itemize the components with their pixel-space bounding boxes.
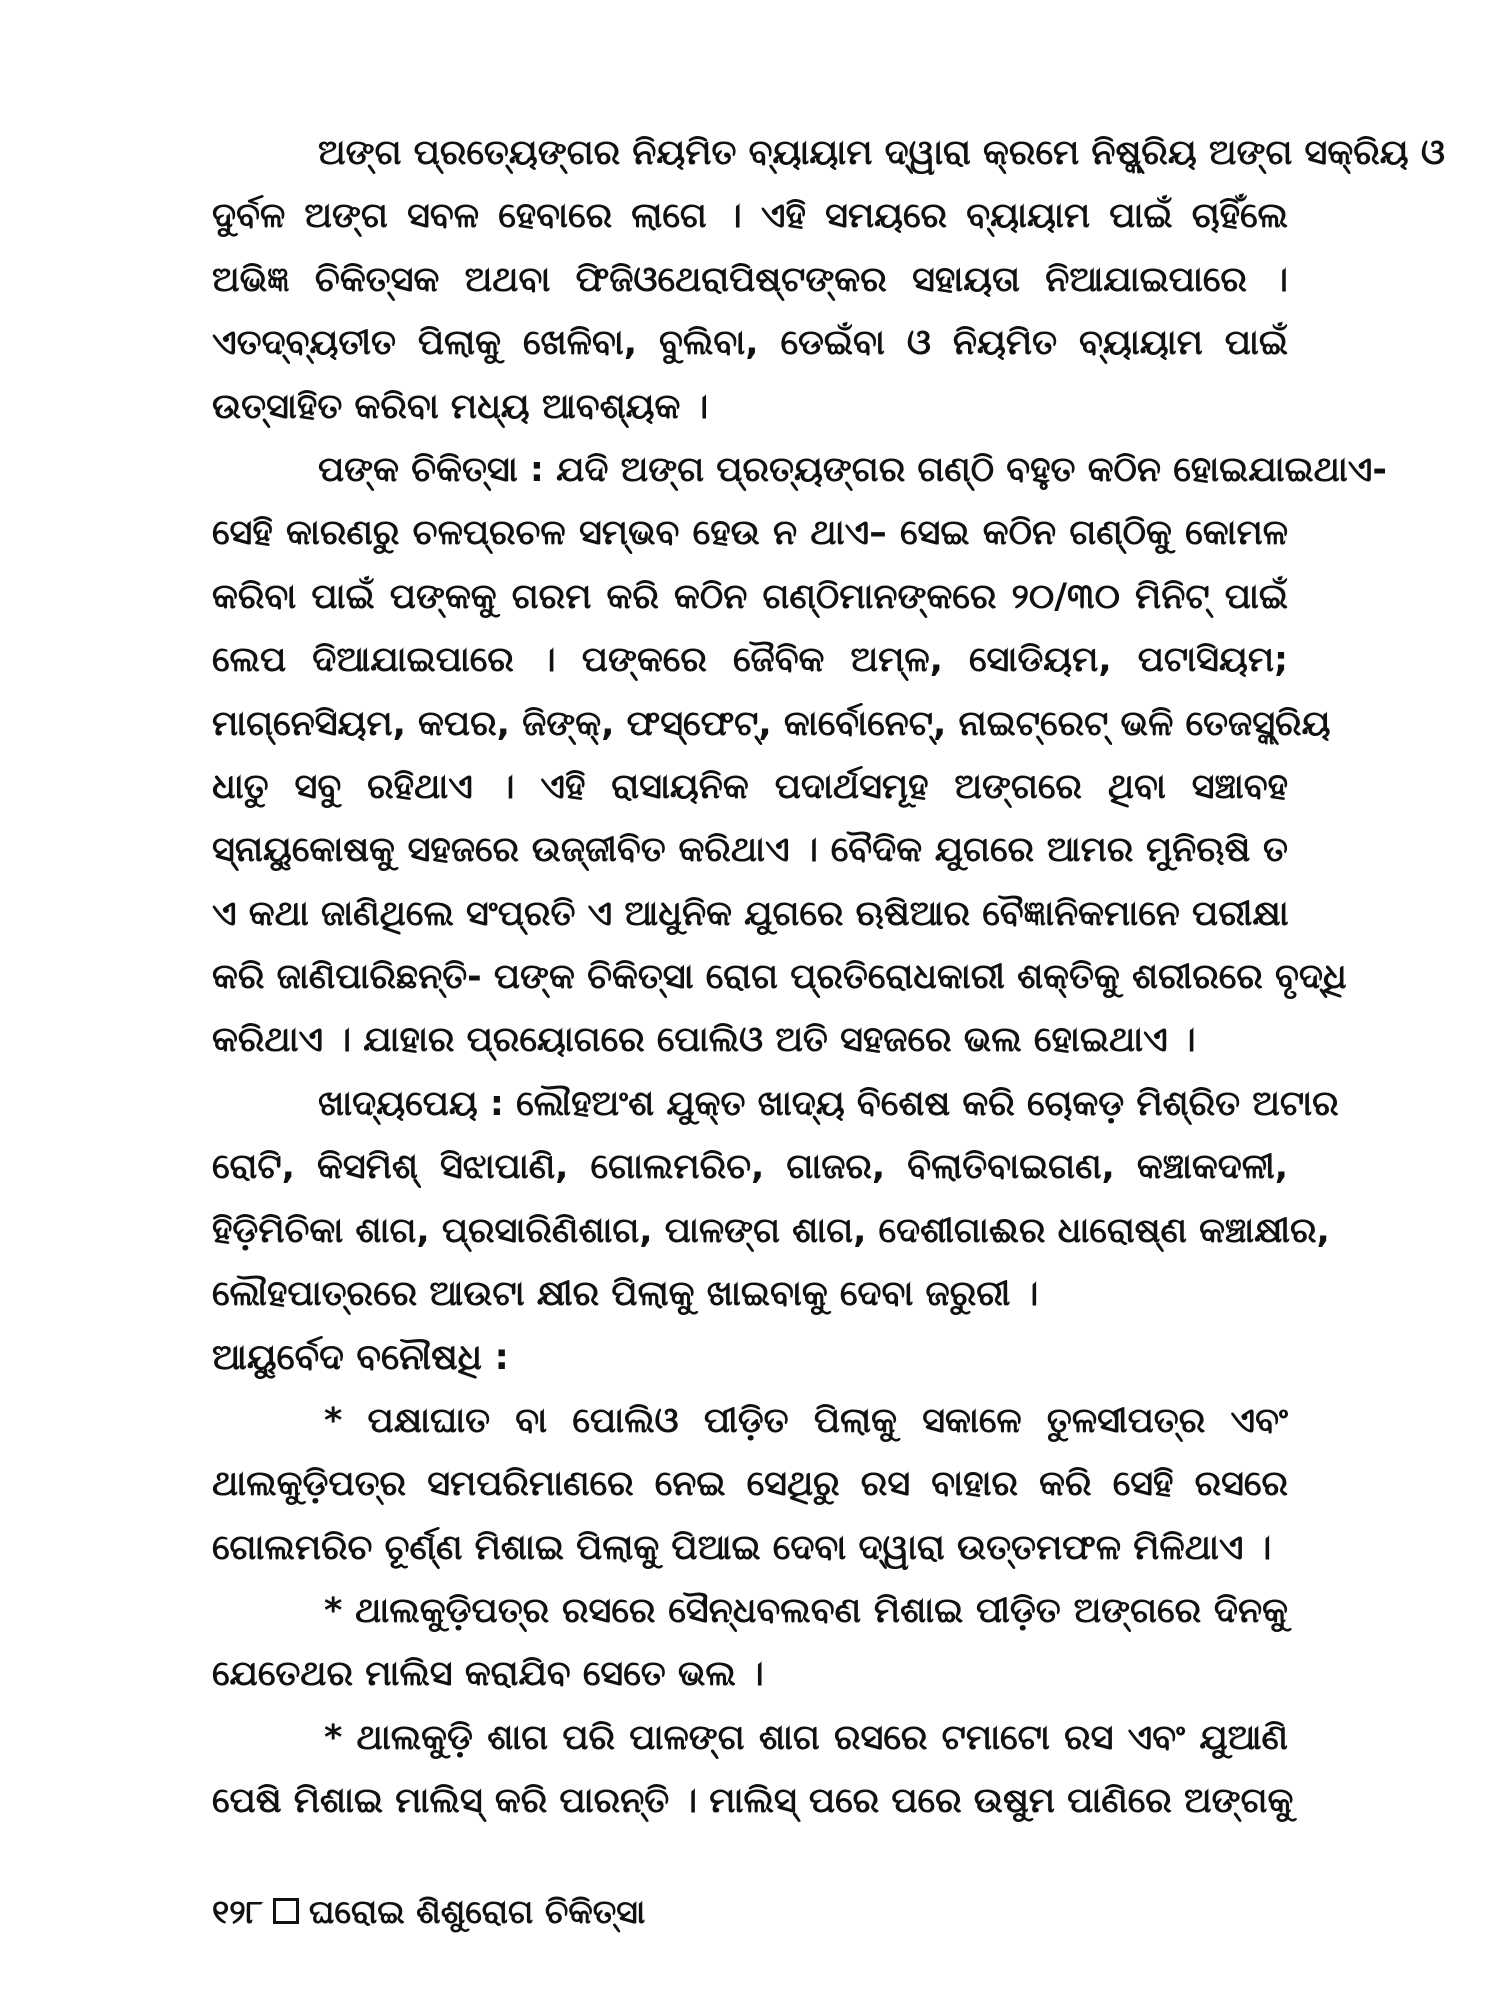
paragraph-line: ଲେପ ଦିଆଯାଇପାରେ । ପଙ୍କରେ ଜୈବିକ ଅମ୍ଳ, ସୋଡିୟମ, ପଟାସିୟମ; — [212, 640, 1288, 681]
paragraph-line: ଏତଦ୍‌ବ୍ୟତୀତ ପିଲାକୁ ଖେଳିବା, ବୁଲିବା, ଡେଇଁବା ଓ ନିୟମିତ ବ୍ୟାୟାମ ପାଇଁ — [212, 323, 1288, 364]
page-number: ୧୨୮ — [212, 1892, 263, 1931]
paragraph-line: ସେହି କାରଣରୁ ଚଳପ୍ରଚଳ ସମ୍ଭବ ହେଉ ନ ଥାଏ– ସେଇ କଠିନ ଗଣ୍ଠିକୁ କୋମଳ — [212, 513, 1288, 554]
page-footer — [212, 1892, 1288, 1932]
book-title: ଘରୋଇ ଶିଶୁରୋଗ ଚିକିତ୍ସା — [308, 1892, 646, 1931]
paragraph-line: ଅଙ୍ଗ ପ୍ରତ୍ୟେଙ୍ଗର ନିୟମିତ ବ୍ୟାୟାମ ଦ୍ୱାରା କ୍ରମେ ନିଷ୍କ୍ରିୟ ଅଙ୍ଗ ସକ୍ରିୟ ଓ — [318, 133, 1445, 173]
paragraph-line: ଲୌହପାତ୍ରରେ ଆଉଟା କ୍ଷୀର ପିଲାକୁ ଖାଇବାକୁ ଦେବା ଜରୁରୀ । — [212, 1274, 1039, 1315]
square-separator-icon — [273, 1898, 299, 1924]
paragraph-line: ଅଭିଜ୍ଞ ଚିକିତ୍ସକ ଅଥବା ଫିଜିଓଥେରାପିଷ୍ଟଙ୍କର ସହାୟତା ନିଆଯାଇପାରେ । — [212, 259, 1288, 300]
paragraph-line: ସ୍ନାୟୁକୋଷକୁ ସହଜରେ ଉଜ୍ଜୀବିତ କରିଥାଏ । ବୈଦିକ ଯୁଗରେ ଆମର ମୁନିଋଷି ତ — [212, 830, 1288, 871]
paragraph-line: ଧାତୁ ସବୁ ରହିଥାଏ । ଏହି ରାସାୟନିକ ପଦାର୍ଥସମୂହ ଅଙ୍ଗରେ ଥିବା ସଞ୍ଚାବହ — [212, 766, 1288, 807]
bullet-line: * ଥାଲକୁଡ଼ି ଶାଗ ପରି ପାଳଙ୍ଗ ଶାଗ ରସରେ ଟମାଟୋ ରସ ଏବଂ ଯୁଆଣି — [324, 1717, 1288, 1758]
body-text — [212, 122, 1445, 1834]
paragraph-line: କରିବା ପାଇଁ ପଙ୍କକୁ ଗରମ କରି କଠିନ ଗଣ୍ଠିମାନଙ୍କରେ ୨୦/୩୦ ମିନିଟ୍ ପାଇଁ — [212, 576, 1288, 617]
paragraph-line: ପେଷି ମିଶାଇ ମାଲିସ୍ କରି ପାରନ୍ତି । ମାଲିସ୍ ପରେ ପରେ ଉଷୁମ ପାଣିରେ ଅଙ୍ଗକୁ — [212, 1781, 1294, 1822]
paragraph-line: ଉତ୍ସାହିତ କରିବା ମଧ୍ୟ ଆବଶ୍ୟକ । — [212, 386, 709, 427]
bullet-line: * ପକ୍ଷାଘାତ ବା ପୋଲିଓ ପୀଡ଼ିତ ପିଲାକୁ ସକାଳେ ତୁଳସୀପତ୍ର ଏବଂ — [324, 1400, 1288, 1441]
mud-therapy-line: ପଙ୍କ ଚିକିତ୍ସା : ଯଦି ଅଙ୍ଗ ପ୍ରତ୍ୟଙ୍ଗର ଗଣ୍ଠି ବହୁତ କଠିନ ହୋଇଯାଇଥାଏ- — [318, 449, 1387, 490]
paragraph-line: ଯେତେଥର ମାଲିସ କରାଯିବ ସେତେ ଭଲ । — [212, 1654, 764, 1695]
paragraph-line: ହିଡ଼ିମିଚିକା ଶାଗ, ପ୍ରସାରିଣିଶାଗ, ପାଳଙ୍ଗ ଶାଗ, ଦେଶୀଗାଈର ଧାରୋଷ୍ଣ କଞ୍ଚାକ୍ଷୀର, — [212, 1210, 1330, 1251]
paragraph-line: ରୋଟି, କିସମିଶ୍ ସିଝାପାଣି, ଗୋଲମରିଚ, ଗାଜର, ବିଲାତିବାଇଗଣ, କଞ୍ଚାକଦଳୀ, — [212, 1147, 1288, 1188]
paragraph-line: କରି ଜାଣିପାରିଛନ୍ତି- ପଙ୍କ ଚିକିତ୍ସା ରୋଗ ପ୍ରତିରୋଧକାରୀ ଶକ୍ତିକୁ ଶରୀରରେ ବୃଦ୍ଧି — [212, 957, 1347, 998]
food-line: ଖାଦ୍ୟପେୟ : ଲୌହଅଂଶ ଯୁକ୍ତ ଖାଦ୍ୟ ବିଶେଷ କରି ଚୋକଡ଼ ମିଶ୍ରିତ ଅଟାର — [318, 1083, 1339, 1124]
paragraph-line: ଥାଲକୁଡ଼ିପତ୍ର ସମପରିମାଣରେ ନେଇ ସେଥିରୁ ରସ ବାହାର କରି ସେହି ରସରେ — [212, 1464, 1288, 1505]
section-heading: ଆୟୁର୍ବେଦ ବନୌଷଧି : — [212, 1337, 509, 1379]
paragraph-line: କରିଥାଏ । ଯାହାର ପ୍ରୟୋଗରେ ପୋଲିଓ ଅତି ସହଜରେ ଭଲ ହୋଇଥାଏ । — [212, 1020, 1196, 1061]
bullet-line: * ଥାଲକୁଡ଼ିପତ୍ର ରସରେ ସୈନ୍ଧବଲବଣ ମିଶାଇ ପୀଡ଼ିତ ଅଙ୍ଗରେ ଦିନକୁ — [324, 1590, 1288, 1631]
paragraph-line: ମାଗ୍ନେସିୟମ, କପର, ଜିଙ୍କ୍, ଫସ୍‌ଫେଟ୍, କାର୍ବୋନେଟ୍, ନାଇଟ୍ରେଟ୍ ଭଳି ତେଜସ୍କ୍ରିୟ — [212, 703, 1331, 744]
paragraph-line: ଏ କଥା ଜାଣିଥିଲେ ସଂପ୍ରତି ଏ ଆଧୁନିକ ଯୁଗରେ ଋଷିଆର ବୈଜ୍ଞାନିକମାନେ ପରୀକ୍ଷା — [212, 893, 1289, 934]
paragraph-line: ଗୋଲମରିଚ ଚୂର୍ଣ୍ଣ ମିଶାଇ ପିଲାକୁ ପିଆଇ ଦେବା ଦ୍ୱାରା ଉତ୍ତମଫଳ ମିଳିଥାଏ । — [212, 1527, 1272, 1568]
paragraph-line: ଦୁର୍ବଳ ଅଙ୍ଗ ସବଳ ହେବାରେ ଲାଗେ । ଏହି ସମୟରେ ବ୍ୟାୟାମ ପାଇଁ ଚାହିଁଲେ — [212, 196, 1288, 237]
